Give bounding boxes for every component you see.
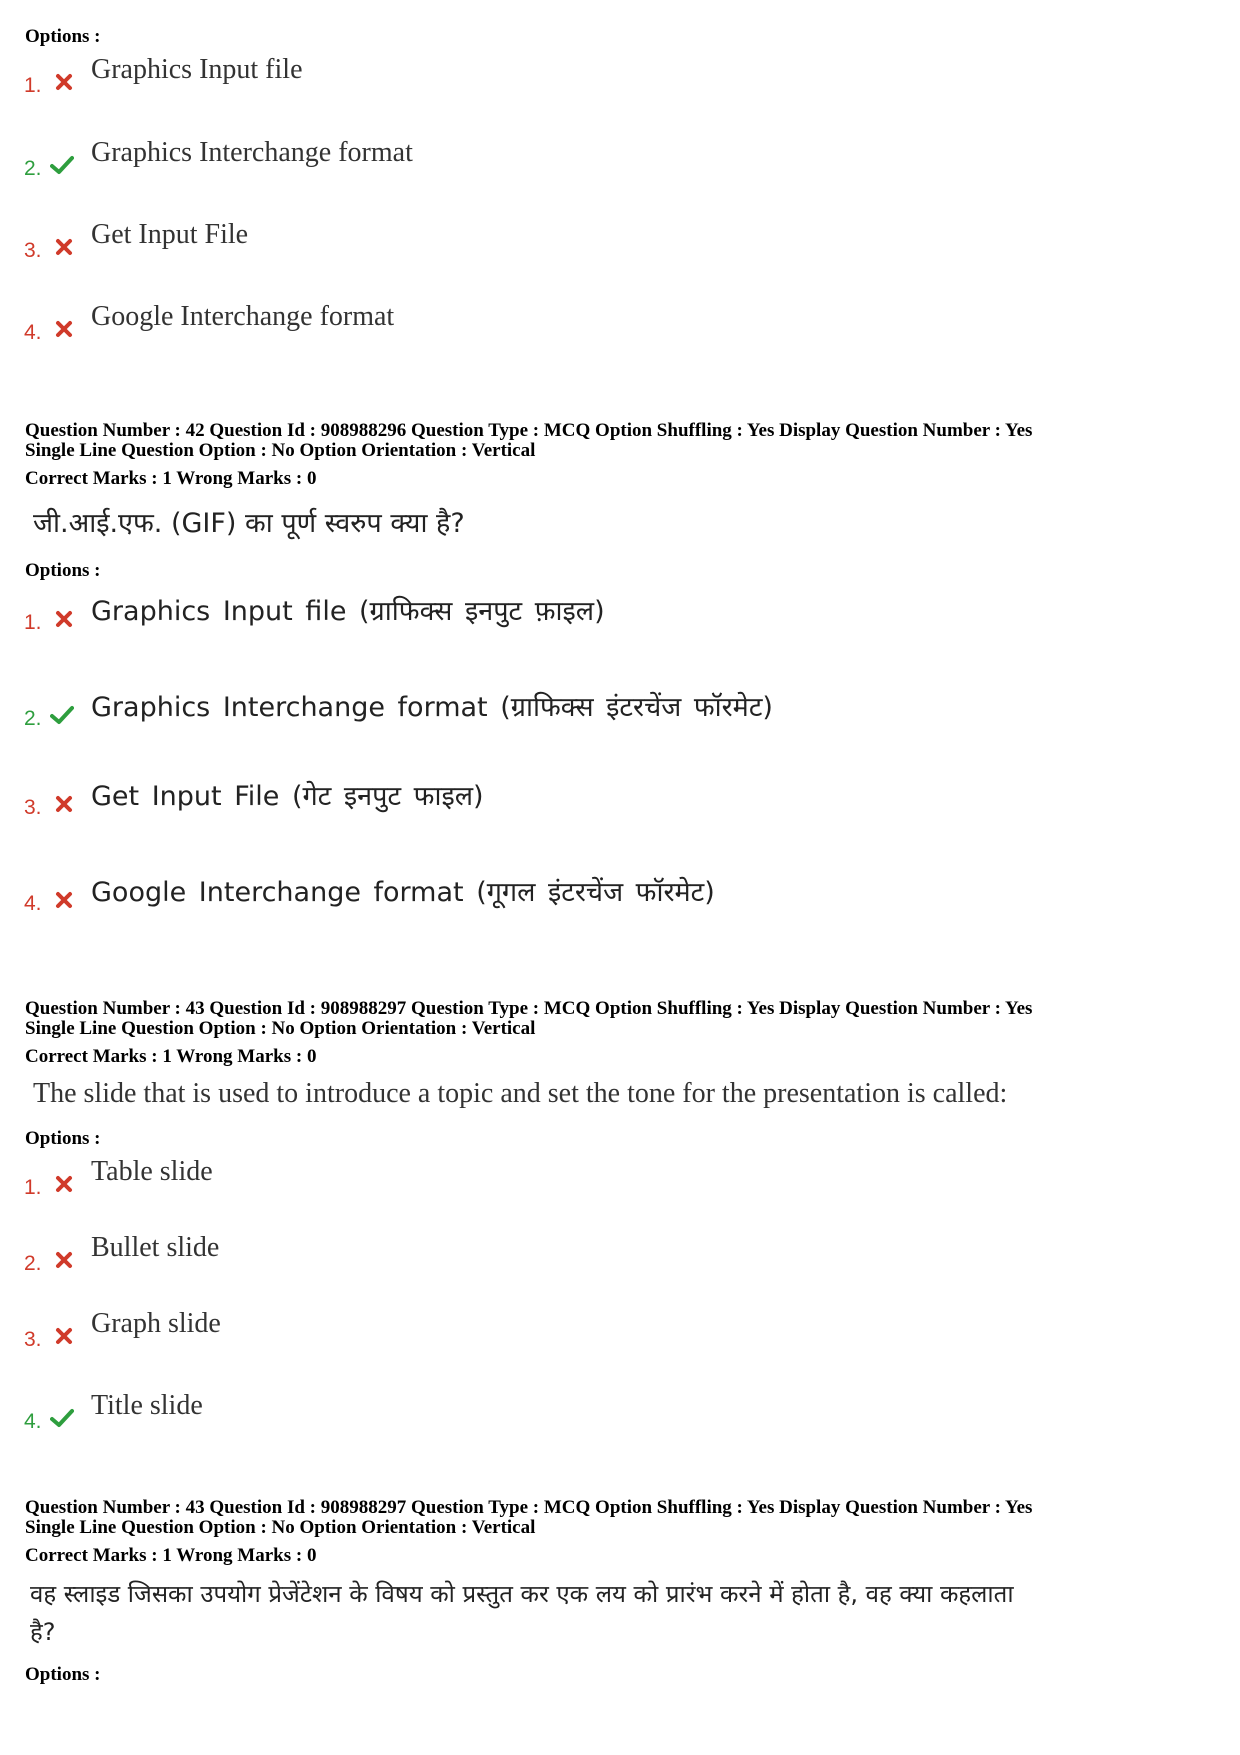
option-number: 1. (24, 611, 42, 634)
cross-icon (55, 795, 73, 813)
option-text: Graphics Input file (91, 54, 303, 85)
option-text: Table slide (91, 1156, 213, 1187)
wrong-mark (55, 73, 73, 96)
option-text: Graph slide (91, 1308, 221, 1339)
option-text: Title slide (91, 1390, 203, 1421)
wrong-mark (55, 795, 73, 818)
cross-icon (55, 891, 73, 909)
option-text: Bullet slide (91, 1232, 220, 1263)
check-icon (50, 155, 74, 175)
option-number: 4. (24, 321, 42, 344)
option-number: 4. (24, 1410, 42, 1433)
question-text: वह स्लाइड जिसका उपयोग प्रेजेंटेशन के विषय को प्रस्तुत कर एक लय को प्रारंभ करने में होता है, वह क्या कहलाता (30, 1580, 1014, 1608)
correct-mark (50, 1408, 74, 1433)
option-text: Get Input File (गेट इनपुट फाइल) (91, 781, 484, 812)
correct-mark (50, 705, 74, 730)
wrong-mark (55, 1327, 73, 1350)
options-label: Options : (25, 1128, 101, 1149)
option-number: 1. (24, 1176, 42, 1199)
question-marks: Correct Marks : 1 Wrong Marks : 0 (25, 468, 317, 489)
question-marks: Correct Marks : 1 Wrong Marks : 0 (25, 1046, 317, 1067)
question-meta-line2: Single Line Question Option : No Option Orientation : Vertical (25, 440, 536, 461)
correct-mark (50, 155, 74, 180)
option-number: 3. (24, 1328, 42, 1351)
option-text: Get Input File (91, 219, 249, 250)
cross-icon (55, 1327, 73, 1345)
option-text: Google Interchange format (गूगल इंटरचेंज फॉरमेट) (91, 877, 715, 908)
question-meta-line2: Single Line Question Option : No Option Orientation : Vertical (25, 1517, 536, 1538)
question-meta-line1: Question Number : 43 Question Id : 908988297 Question Type : MCQ Option Shuffling : Yes Display Question Number : Yes (25, 1497, 1033, 1518)
option-text: Graphics Interchange format (ग्राफिक्स इंटरचेंज फॉरमेट) (91, 692, 773, 723)
question-meta-line1: Question Number : 43 Question Id : 908988297 Question Type : MCQ Option Shuffling : Yes Display Question Number : Yes (25, 998, 1033, 1019)
wrong-mark (55, 238, 73, 261)
option-text: Google Interchange format (91, 301, 395, 332)
cross-icon (55, 73, 73, 91)
wrong-mark (55, 891, 73, 914)
question-text: The slide that is used to introduce a topic and set the tone for the presentation is called: (33, 1078, 1008, 1109)
cross-icon (55, 610, 73, 628)
wrong-mark (55, 1251, 73, 1274)
check-icon (50, 1408, 74, 1428)
option-number: 2. (24, 707, 42, 730)
wrong-mark (55, 320, 73, 343)
cross-icon (55, 320, 73, 338)
option-number: 2. (24, 1252, 42, 1275)
option-number: 4. (24, 892, 42, 915)
question-meta-line1: Question Number : 42 Question Id : 908988296 Question Type : MCQ Option Shuffling : Yes Display Question Number : Yes (25, 420, 1033, 441)
wrong-mark (55, 1175, 73, 1198)
check-icon (50, 705, 74, 725)
options-label: Options : (25, 1664, 101, 1685)
cross-icon (55, 1251, 73, 1269)
wrong-mark (55, 610, 73, 633)
option-number: 3. (24, 239, 42, 262)
cross-icon (55, 1175, 73, 1193)
cross-icon (55, 238, 73, 256)
option-text: Graphics Interchange format (91, 137, 413, 168)
option-number: 2. (24, 157, 42, 180)
option-text: Graphics Input file (ग्राफिक्स इनपुट फ़ाइल) (91, 596, 605, 627)
question-marks: Correct Marks : 1 Wrong Marks : 0 (25, 1545, 317, 1566)
option-number: 1. (24, 74, 42, 97)
options-label: Options : (25, 26, 101, 47)
option-number: 3. (24, 796, 42, 819)
question-text-continued: है? (30, 1618, 56, 1646)
question-text: जी.आई.एफ. (GIF) का पूर्ण स्वरुप क्या है? (33, 508, 465, 539)
options-label: Options : (25, 560, 101, 581)
question-meta-line2: Single Line Question Option : No Option Orientation : Vertical (25, 1018, 536, 1039)
